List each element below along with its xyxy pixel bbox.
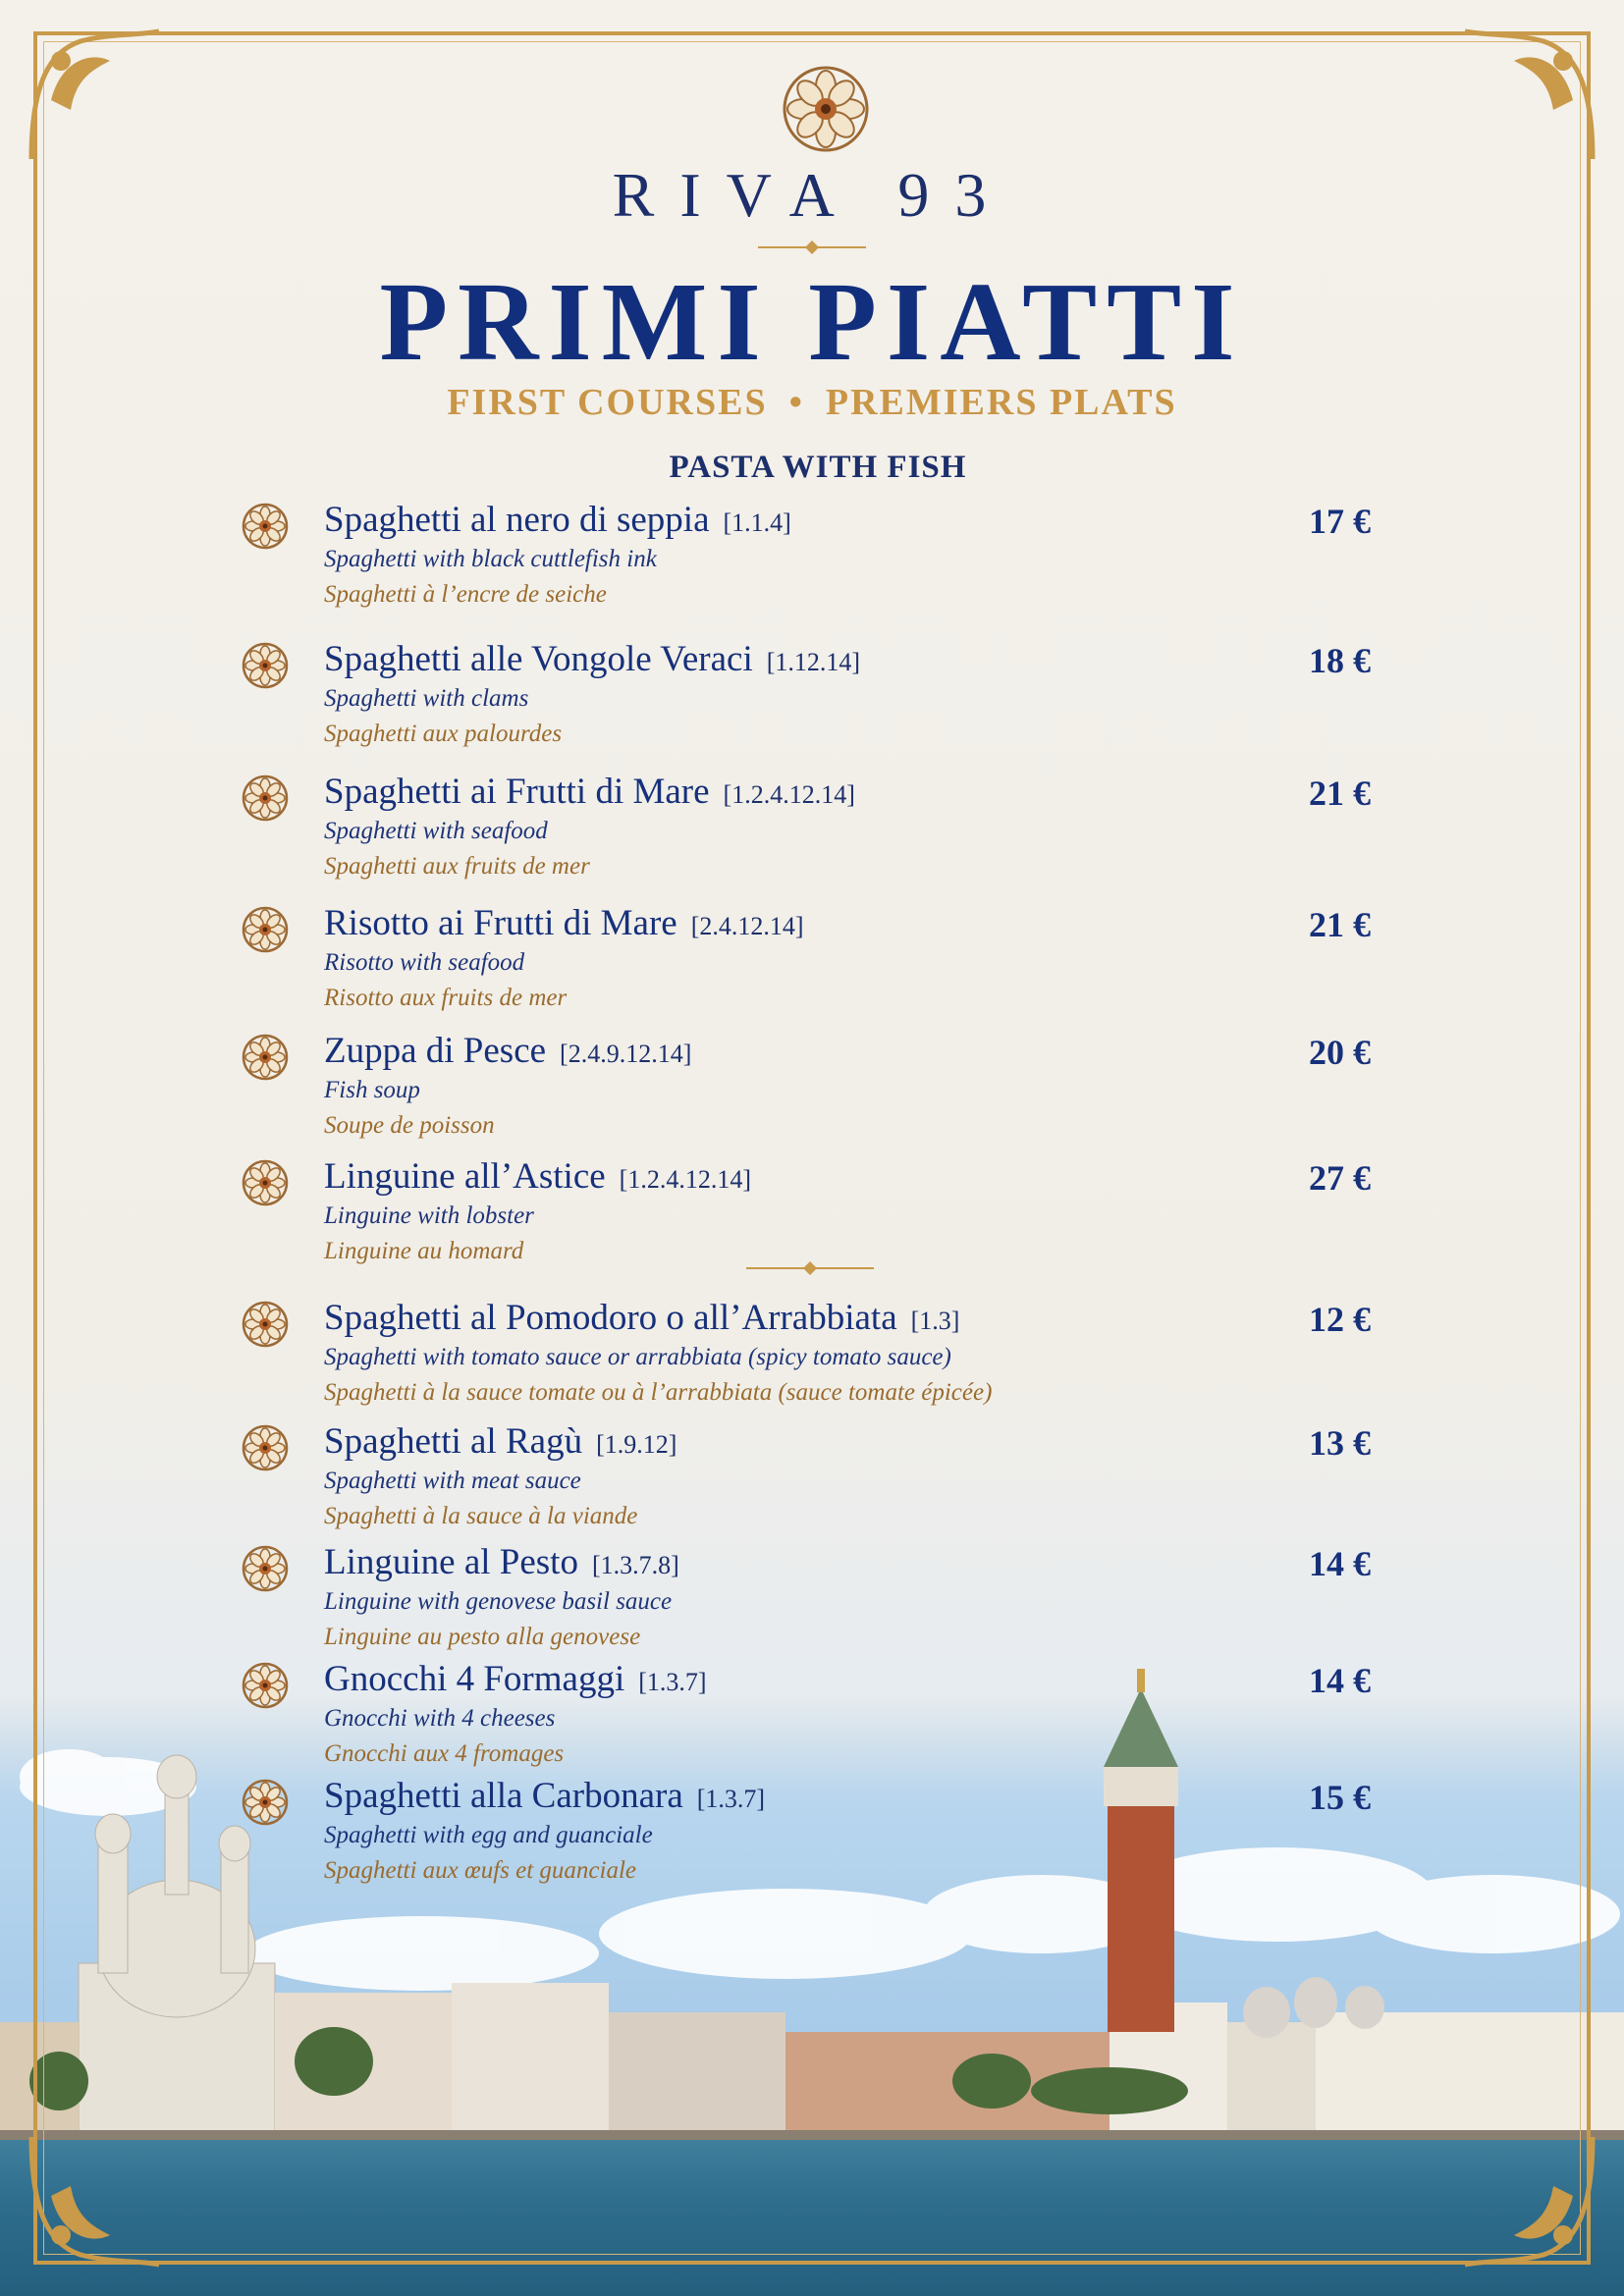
dish-title: Spaghetti alla Carbonara	[324, 1776, 683, 1816]
dish-price: 12 €	[1309, 1300, 1371, 1339]
dish-description-french: Spaghetti à la sauce à la viande	[324, 1503, 638, 1529]
dish-description-english: Spaghetti with black cuttlefish ink	[324, 546, 657, 572]
dish-description-french: Spaghetti aux fruits de mer	[324, 853, 590, 880]
dish-description-english: Linguine with genovese basil sauce	[324, 1588, 673, 1615]
dish-title: Spaghetti al Pomodoro o all’Arrabbiata	[324, 1298, 897, 1338]
corner-ornament-bottom-right	[1455, 2127, 1602, 2274]
allergen-codes: [1.3.7]	[696, 1785, 766, 1813]
rosette-bullet-icon	[242, 1159, 289, 1206]
allergen-codes: [1.12.14]	[766, 648, 861, 676]
dish-description-french: Risotto aux fruits de mer	[324, 985, 568, 1011]
corner-ornament-top-right	[1455, 22, 1602, 169]
dish-title: Spaghetti alle Vongole Veraci	[324, 639, 753, 679]
dish-description-french: Spaghetti aux œufs et guanciale	[324, 1857, 637, 1884]
rosette-bullet-icon	[242, 906, 289, 953]
dish-description-english: Linguine with lobster	[324, 1202, 534, 1229]
allergen-codes: [1.1.4]	[723, 508, 791, 537]
dish-description-english: Spaghetti with meat sauce	[324, 1468, 581, 1494]
dish-description-french: Linguine au homard	[324, 1238, 524, 1264]
dish-price: 14 €	[1309, 1661, 1371, 1700]
dish-description-french: Spaghetti aux palourdes	[324, 721, 563, 747]
dish-title: Spaghetti ai Frutti di Mare	[324, 772, 710, 812]
dish-name	[324, 1541, 679, 1583]
corner-ornament-bottom-left	[22, 2127, 169, 2274]
dish-name	[324, 1030, 691, 1072]
rosette-logo-icon	[782, 65, 870, 153]
dish-title: Linguine all’Astice	[324, 1156, 606, 1197]
dish-name	[324, 771, 855, 813]
dish-description-french: Soupe de poisson	[324, 1112, 495, 1139]
dish-price: 15 €	[1309, 1778, 1371, 1817]
dish-name	[324, 1658, 707, 1700]
dish-price: 21 €	[1309, 774, 1371, 813]
gold-divider-middle	[746, 1260, 874, 1276]
rosette-bullet-icon	[242, 1424, 289, 1471]
subtitle-separator: •	[788, 382, 804, 423]
allergen-codes: [1.2.4.12.14]	[619, 1165, 751, 1194]
page-subtitle	[0, 381, 1624, 424]
allergen-codes: [1.3.7.8]	[591, 1551, 679, 1579]
dish-price: 13 €	[1309, 1423, 1371, 1463]
allergen-codes: [1.9.12]	[596, 1430, 677, 1459]
dish-description-english: Spaghetti with egg and guanciale	[324, 1822, 653, 1848]
dish-name	[324, 499, 791, 541]
corner-ornament-top-left	[22, 22, 169, 169]
dish-title: Spaghetti al Ragù	[324, 1421, 583, 1462]
dish-price: 27 €	[1309, 1158, 1371, 1198]
dish-description-french: Linguine au pesto alla genovese	[324, 1624, 641, 1650]
page-title: PRIMI PIATTI	[379, 259, 1245, 384]
dish-price: 14 €	[1309, 1544, 1371, 1583]
dish-price: 21 €	[1309, 905, 1371, 944]
dish-name	[324, 1775, 765, 1817]
rosette-bullet-icon	[242, 642, 289, 689]
dish-title: Zuppa di Pesce	[324, 1031, 547, 1071]
dish-name	[324, 1297, 959, 1339]
rosette-bullet-icon	[242, 503, 289, 550]
subtitle-english: FIRST COURSES	[447, 382, 768, 423]
dish-title: Spaghetti al nero di seppia	[324, 500, 710, 540]
allergen-codes: [2.4.9.12.14]	[560, 1040, 692, 1068]
dish-description-english: Risotto with seafood	[324, 949, 525, 976]
dish-name	[324, 1420, 677, 1463]
dish-price: 20 €	[1309, 1033, 1371, 1072]
dish-description-english: Spaghetti with tomato sauce or arrabbiata (spicy tomato sauce)	[324, 1344, 951, 1370]
rosette-bullet-icon	[242, 1662, 289, 1709]
dish-name	[324, 902, 804, 944]
dish-description-french: Spaghetti à l’encre de seiche	[324, 581, 607, 608]
allergen-codes: [1.2.4.12.14]	[723, 780, 855, 809]
allergen-codes: [1.3.7]	[638, 1668, 707, 1696]
dish-description-english: Spaghetti with clams	[324, 685, 529, 712]
rosette-bullet-icon	[242, 774, 289, 822]
allergen-codes: [2.4.12.14]	[690, 912, 804, 940]
dish-description-english: Gnocchi with 4 cheeses	[324, 1705, 556, 1732]
dish-title: Linguine al Pesto	[324, 1542, 578, 1582]
dish-title: Risotto ai Frutti di Mare	[324, 903, 677, 943]
rosette-bullet-icon	[242, 1545, 289, 1592]
dish-price: 17 €	[1309, 502, 1371, 541]
subtitle-french: PREMIERS PLATS	[825, 382, 1177, 423]
dish-description-english: Fish soup	[324, 1077, 420, 1103]
dish-name	[324, 1155, 751, 1198]
dish-title: Gnocchi 4 Formaggi	[324, 1659, 625, 1699]
dish-description-french: Gnocchi aux 4 fromages	[324, 1740, 565, 1767]
dish-name	[324, 638, 860, 680]
restaurant-name: RIVA 93	[612, 160, 1012, 230]
dish-price: 18 €	[1309, 641, 1371, 680]
allergen-codes: [1.3]	[910, 1307, 960, 1335]
rosette-bullet-icon	[242, 1779, 289, 1826]
section-heading: PASTA WITH FISH	[669, 450, 967, 485]
dish-description-english: Spaghetti with seafood	[324, 818, 548, 844]
gold-divider-top	[758, 240, 866, 255]
rosette-bullet-icon	[242, 1301, 289, 1348]
rosette-bullet-icon	[242, 1034, 289, 1081]
dish-description-french: Spaghetti à la sauce tomate ou à l’arrabbiata (sauce tomate épicée)	[324, 1379, 993, 1406]
